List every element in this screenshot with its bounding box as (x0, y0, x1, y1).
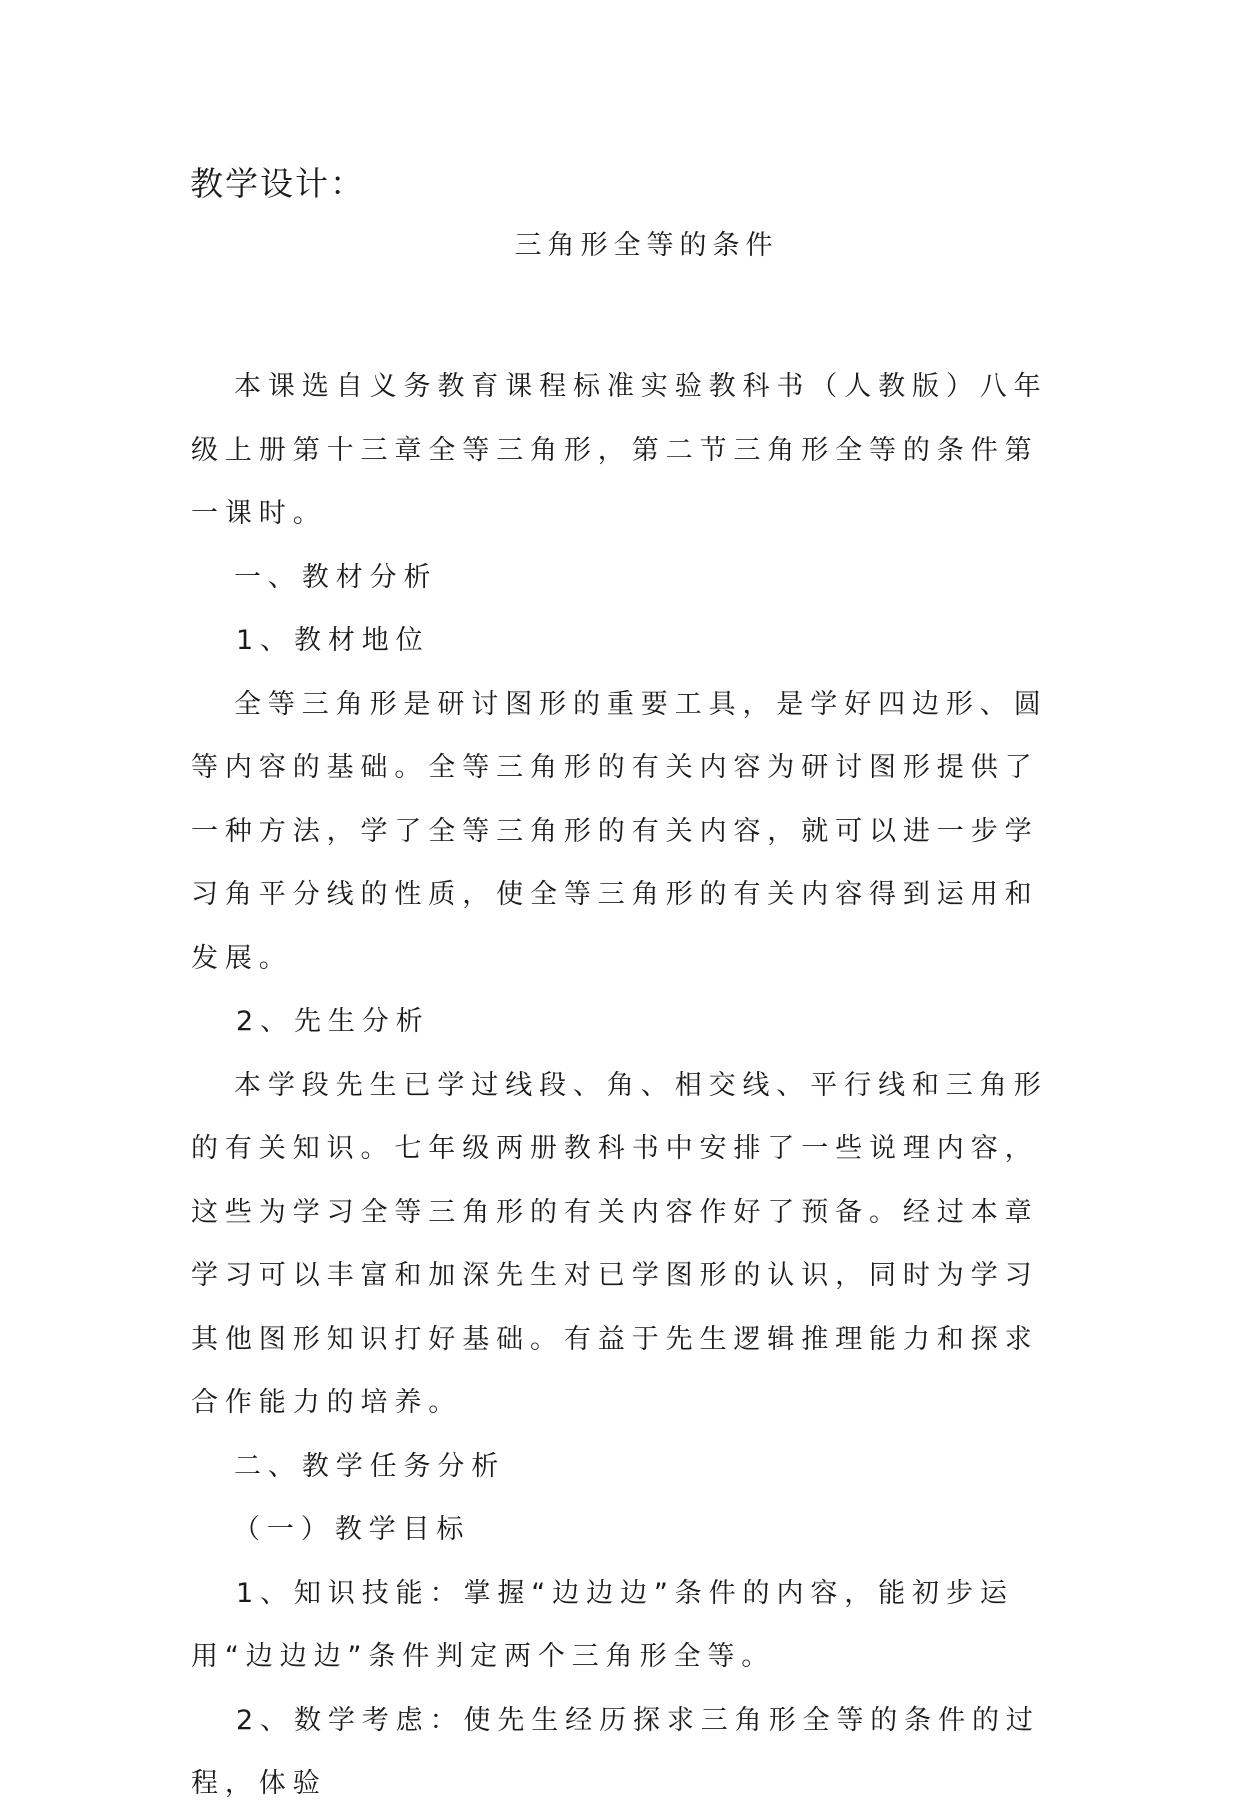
textbook-position-paragraph: 全等三角形是研讨图形的重要工具，是学好四边形、圆等内容的基础。全等三角形的有关内容为研讨图形提供了一种方法，学了全等三角形的有关内容，就可以进一步学习角平分线的性质，使全等三角形的有关内容得到运用和发展。 (191, 688, 1048, 974)
section-heading-textbook-analysis: 一、教材分析 (234, 561, 438, 593)
subsection-heading-textbook-position: 1、教材地位 (236, 625, 430, 656)
student-analysis-paragraph: 本学段先生已学过线段、角、相交线、平行线和三角形的有关知识。七年级两册教科书中安排了一些说理内容，这些为学习全等三角形的有关内容作好了预备。经过本章学习可以丰富和加深先生对已学图形的认识，同时为学习其他图形知识打好基础。有益于先生逻辑推理能力和探求合作能力的培养。 (191, 1069, 1048, 1418)
subsection-heading-teaching-goals: （一）教学目标 (233, 1514, 471, 1545)
intro-paragraph: 本课选自义务教育课程标准实验教科书（人教版）八年级上册第十三章全等三角形，第二节三角形全等的条件第一课时。 (191, 371, 1048, 529)
document-body (191, 355, 1061, 1816)
document-title: 三角形全等的条件 (514, 230, 779, 261)
goal-math-thinking: 2、数学考虑：使先生经历探求三角形全等的条件的过程，体验 (191, 1704, 1040, 1799)
document-heading: 教学设计： (190, 164, 365, 203)
subsection-heading-student-analysis: 2、先生分析 (236, 1006, 430, 1037)
goal-knowledge-skills: 1、知识技能：掌握“边边边”条件的内容，能初步运用“边边边”条件判定两个三角形全等。 (191, 1577, 1014, 1672)
section-heading-task-analysis: 二、教学任务分析 (234, 1450, 506, 1482)
